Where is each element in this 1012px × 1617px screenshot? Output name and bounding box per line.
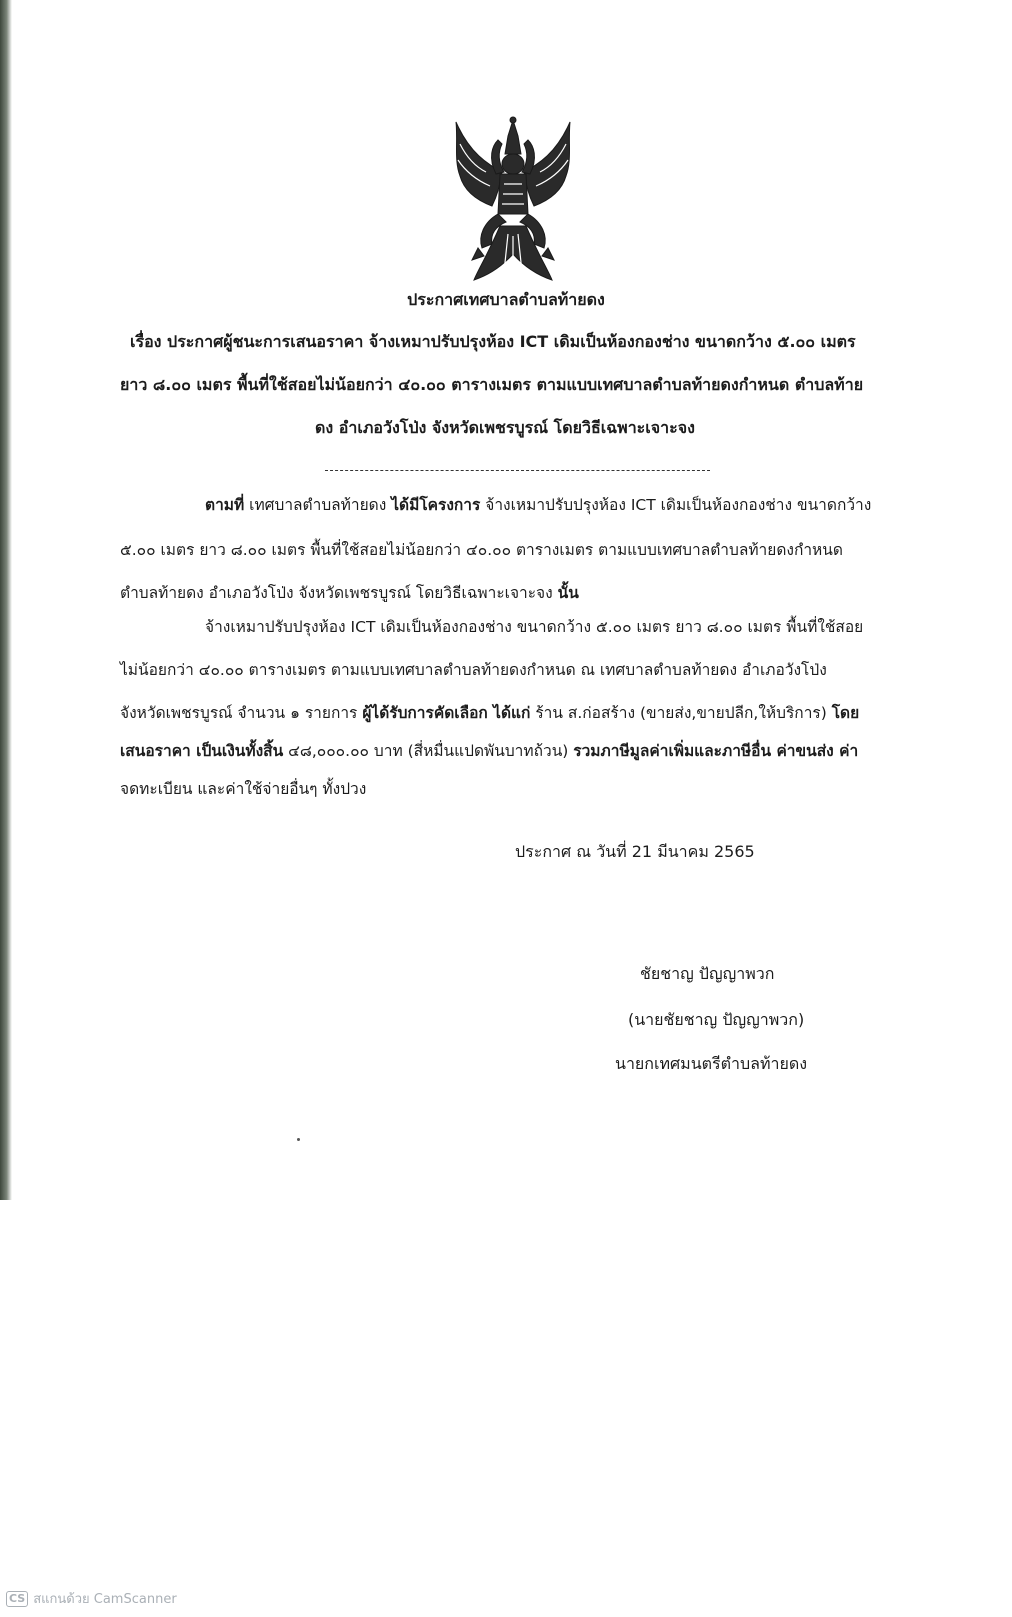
dashed-divider: [325, 470, 710, 471]
text-segment: ร้าน ส.ก่อสร้าง (ขายส่ง,ขายปลีก,ให้บริการ): [535, 704, 827, 722]
text-segment: ได้มีโครงการ: [391, 496, 481, 514]
text-segment: โดย: [831, 704, 860, 722]
scan-speck: [297, 1138, 300, 1141]
paragraph-1-line-3: [120, 580, 579, 605]
announcement-date: ประกาศ ณ วันที่ 21 มีนาคม 2565: [515, 842, 755, 861]
camscanner-watermark: [6, 1588, 177, 1609]
announcement-heading: ประกาศเทศบาลตำบลท้ายดง: [407, 290, 605, 309]
paragraph-2-line-5: จดทะเบียน และค่าใช้จ่ายอื่นๆ ทั้งปวง: [120, 780, 367, 798]
text-segment: นั้น: [557, 584, 579, 602]
garuda-emblem-icon: [448, 114, 578, 286]
text-segment: จ้างเหมาปรับปรุงห้อง ICT เดิมเป็นห้องกองช่าง ขนาดกว้าง: [485, 496, 872, 514]
paragraph-2-line-2: ไม่น้อยกว่า ๔๐.๐๐ ตารางเมตร ตามแบบเทศบาลตำบลท้ายดงกำหนด ณ เทศบาลตำบลท้ายดง อำเภอวังโป่ง: [120, 661, 827, 679]
subject-line-3: ดง อำเภอวังโป่ง จังหวัดเพชรบูรณ์ โดยวิธีเฉพาะเจาะจง: [315, 418, 695, 437]
text-segment: ตำบลท้ายดง อำเภอวังโป่ง จังหวัดเพชรบูรณ์ โดยวิธีเฉพาะเจาะจง: [120, 584, 553, 602]
paragraph-2-line-3: [120, 700, 859, 725]
watermark-text: สแกนด้วย CamScanner: [33, 1592, 177, 1607]
text-segment: ตามที่: [205, 496, 245, 514]
text-segment: เทศบาลตำบลท้ายดง: [249, 496, 387, 514]
signatory-position: นายกเทศมนตรีตำบลท้ายดง: [615, 1054, 808, 1073]
paragraph-2-line-1: จ้างเหมาปรับปรุงห้อง ICT เดิมเป็นห้องกองช่าง ขนาดกว้าง ๕.๐๐ เมตร ยาว ๘.๐๐ เมตร พื้นที่ใช้สอย: [205, 618, 864, 636]
camscanner-logo-icon: CS: [6, 1591, 28, 1607]
subject-line-2: ยาว ๘.๐๐ เมตร พื้นที่ใช้สอยไม่น้อยกว่า ๔๐.๐๐ ตารางเมตร ตามแบบเทศบาลตำบลท้ายดงกำหนด ตำบลท้าย: [120, 375, 864, 394]
text-segment: ๔๘,๐๐๐.๐๐ บาท (สี่หมื่นแปดพันบาทถ้วน): [288, 742, 569, 760]
paragraph-2-line-4: [120, 738, 858, 763]
signatory-printed-name: (นายชัยชาญ ปัญญาพวก): [628, 1010, 805, 1029]
signature: ชัยชาญ ปัญญาพวก: [640, 964, 775, 983]
paragraph-1-line-2: ๕.๐๐ เมตร ยาว ๘.๐๐ เมตร พื้นที่ใช้สอยไม่น้อยกว่า ๔๐.๐๐ ตารางเมตร ตามแบบเทศบาลตำบลท้ายดงกำหนด: [120, 541, 843, 559]
paragraph-1-line-1: [205, 492, 871, 517]
text-segment: ผู้ได้รับการคัดเลือก ได้แก่: [362, 704, 531, 722]
text-segment: รวมภาษีมูลค่าเพิ่มและภาษีอื่น ค่าขนส่ง ค่า: [573, 742, 859, 760]
subject-line-1: เรื่อง ประกาศผู้ชนะการเสนอราคา จ้างเหมาปรับปรุงห้อง ICT เดิมเป็นห้องกองช่าง ขนาดกว้าง ๕.๐๐ เมตร: [130, 332, 856, 351]
text-segment: เสนอราคา เป็นเงินทั้งสิ้น: [120, 742, 284, 760]
text-segment: จังหวัดเพชรบูรณ์ จำนวน ๑ รายการ: [120, 704, 358, 722]
